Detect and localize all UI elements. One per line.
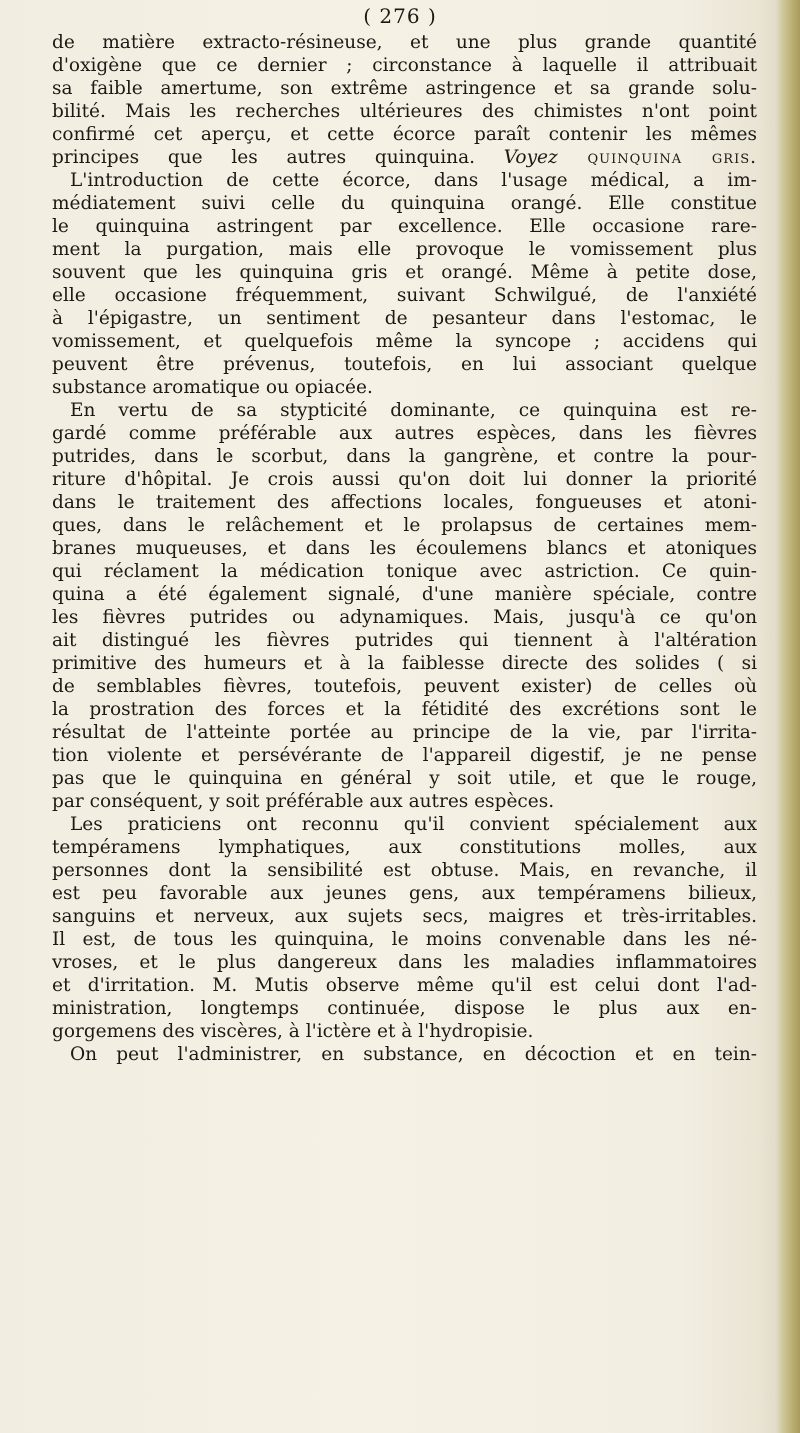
text-line: la prostration des forces et la fétidité des excrétions sont le xyxy=(52,699,757,720)
text-line: personnes dont la sensibilité est obtuse. Mais, en revanche, il xyxy=(52,860,757,881)
text-line: On peut l'administrer, en substance, en décoction et en tein- xyxy=(70,1044,757,1065)
text-line: putrides, dans le scorbut, dans la gangrène, et contre la pour- xyxy=(52,446,757,467)
text-line: dans le traitement des affections locales, fongueuses et atoni- xyxy=(52,492,757,513)
text-line: quina a été également signalé, d'une manière spéciale, contre xyxy=(52,584,757,605)
page-binding-edge xyxy=(776,0,800,1433)
text-line: ait distingué les fièvres putrides qui tiennent à l'altération xyxy=(52,630,757,651)
text-line: L'introduction de cette écorce, dans l'usage médical, a im- xyxy=(70,170,757,191)
text-line: sanguins et nerveux, aux sujets secs, maigres et très-irritables. xyxy=(52,906,757,927)
text-line: qui réclament la médication tonique avec astriction. Ce quin- xyxy=(52,561,757,582)
text-line: Les praticiens ont reconnu qu'il convient spécialement aux xyxy=(70,814,757,835)
text-line: médiatement suivi celle du quinquina orangé. Elle constitue xyxy=(52,193,757,214)
text-line: confirmé cet aperçu, et cette écorce paraît contenir les mêmes xyxy=(52,124,757,145)
text-line: d'oxigène que ce dernier ; circonstance à laquelle il attribuait xyxy=(52,55,757,76)
text-line: gardé comme préférable aux autres espèces, dans les fièvres xyxy=(52,423,757,444)
text-line-segment: principes que les autres quinquina. xyxy=(52,147,504,168)
text-line: ministration, longtemps continuée, dispose le plus aux en- xyxy=(52,998,757,1019)
text-line: ment la purgation, mais elle provoque le vomissement plus xyxy=(52,239,757,260)
text-line: pas que le quinquina en général y soit utile, et que le rouge, xyxy=(52,768,757,789)
page-number: ( 276 ) xyxy=(363,4,437,28)
text-line: peuvent être prévenus, toutefois, en lui associant quelque xyxy=(52,354,757,375)
text-line: vomissement, et quelquefois même la syncope ; accidens qui xyxy=(52,331,757,352)
text-line: le quinquina astringent par excellence. Elle occasione rare- xyxy=(52,216,757,237)
text-line-segment: quinquina gris. xyxy=(557,147,757,168)
text-line: primitive des humeurs et à la faiblesse directe des solides ( si xyxy=(52,653,757,674)
text-line: est peu favorable aux jeunes gens, aux tempéramens bilieux, xyxy=(52,883,757,904)
text-line: bilité. Mais les recherches ultérieures des chimistes n'ont point xyxy=(52,101,757,122)
text-line: tion violente et persévérante de l'appareil digestif, je ne pense xyxy=(52,745,757,766)
text-line: à l'épigastre, un sentiment de pesanteur dans l'estomac, le xyxy=(52,308,757,329)
text-line-segment: Voyez xyxy=(503,147,558,168)
text-line: sa faible amertume, son extrême astringence et sa grande solu- xyxy=(52,78,757,99)
text-line: de matière extracto-résineuse, et une plus grande quantité xyxy=(52,32,757,53)
text-line: En vertu de sa stypticité dominante, ce quinquina est re- xyxy=(70,400,757,421)
text-line: branes muqueuses, et dans les écoulemens blancs et atoniques xyxy=(52,538,757,559)
text-line: tempéramens lymphatiques, aux constitutions molles, aux xyxy=(52,837,757,858)
text-line: ques, dans le relâchement et le prolapsus de certaines mem- xyxy=(52,515,757,536)
text-line: elle occasione fréquemment, suivant Schwilgué, de l'anxiété xyxy=(52,285,757,306)
text-line: résultat de l'atteinte portée au principe de la vie, par l'irrita- xyxy=(52,722,757,743)
text-line: de semblables fièvres, toutefois, peuvent exister) de celles où xyxy=(52,676,757,697)
text-line: par conséquent, y soit préférable aux autres espèces. xyxy=(52,791,555,812)
text-line xyxy=(52,146,757,169)
text-line: vroses, et le plus dangereux dans les maladies inflammatoires xyxy=(52,952,757,973)
text-line: les fièvres putrides ou adynamiques. Mais, jusqu'à ce qu'on xyxy=(52,607,757,628)
text-line: et d'irritation. M. Mutis observe même qu'il est celui dont l'ad- xyxy=(52,975,757,996)
text-line: riture d'hôpital. Je crois aussi qu'on doit lui donner la priorité xyxy=(52,469,757,490)
body-text xyxy=(52,31,757,1066)
text-line: gorgemens des viscères, à l'ictère et à l'hydropisie. xyxy=(52,1021,534,1042)
text-line: Il est, de tous les quinquina, le moins convenable dans les né- xyxy=(52,929,757,950)
text-line: substance aromatique ou opiacée. xyxy=(52,377,373,398)
text-line: souvent que les quinquina gris et orangé. Même à petite dose, xyxy=(52,262,757,283)
